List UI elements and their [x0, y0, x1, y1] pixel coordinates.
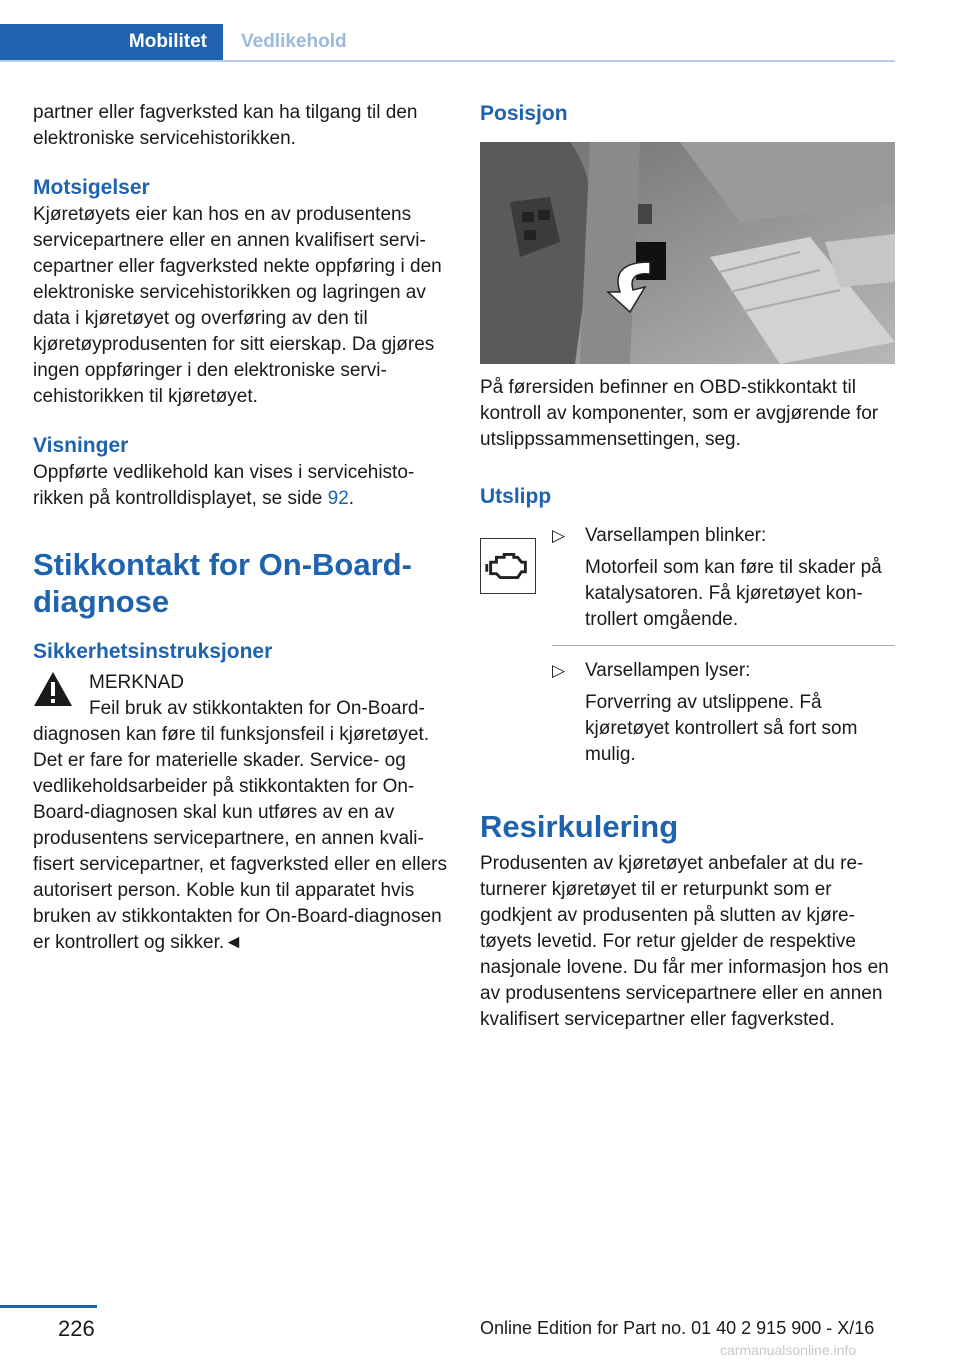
watermark: carmanualsonline.info [720, 1342, 857, 1358]
emission-item-steady [552, 658, 895, 768]
bullet-triangle-icon: ▷ [552, 661, 566, 680]
item-title: Varsellampen blinker: [585, 525, 767, 546]
header-divider [0, 60, 895, 62]
visninger-paragraph: Oppførte vedlikehold kan vises i servicehistorikken på kontrolldisplayet, se side 92. [33, 462, 415, 509]
emission-list [480, 511, 895, 768]
edition-text: Online Edition for Part no. 01 40 2 915 900 - X/16 [480, 1318, 875, 1338]
posisjon-paragraph: På førersiden befinner en OBD-stikkontakt til kontroll av komponenter, som er avgjørende for utslippssammensettingen, seg. [480, 377, 879, 450]
tab-vedlikehold[interactable]: Vedlikehold [241, 31, 347, 52]
footer-rule [0, 1305, 97, 1308]
heading-obd-socket: Stikkontakt for On-Board-diagnose [33, 547, 412, 619]
page-header [0, 24, 895, 62]
heading-safety: Sikkerhetsinstruksjoner [33, 640, 273, 663]
heading-visninger: Visninger [33, 434, 129, 457]
item-title: Varsellampen lyser: [585, 660, 751, 681]
emission-item-blinking [552, 523, 895, 633]
tab-mobilitet[interactable]: Mobilitet [0, 24, 223, 60]
left-column [33, 100, 448, 956]
heading-posisjon: Posisjon [480, 102, 568, 125]
heading-utslipp: Utslipp [480, 485, 552, 508]
item-detail: Forverring av utslippene. Få kjøretøyet kontrollert så fort som mulig. [585, 692, 858, 765]
heading-resirkulering: Resirkulering [480, 809, 679, 844]
intro-paragraph: partner eller fagverksted kan ha tilgang til den elektroniske servicehistorikken. [33, 102, 418, 149]
heading-motsigelser: Motsigelser [33, 176, 150, 199]
page-reference-link[interactable]: 92 [327, 488, 349, 509]
obd-socket-photo [480, 142, 895, 364]
notice-box [33, 670, 448, 956]
notice-label: MERKNAD [89, 672, 185, 693]
motsigelser-paragraph: Kjøretøyets eier kan hos en av produsentens servicepartnere eller en annen kvalifisert servicepartner eller fagverksted nekte oppføring i den elektroniske servicehistorikken og lagringen av data i kjøretøyet og overføring av den til kjøretøyprodusenten for sitt eierskap. Da gjøres ingen oppføringer i den elektroniske servicehistorikken til kjøretøyet. [33, 204, 442, 407]
notice-text: diagnosen kan føre til funksjonsfeil i kjøretøyet. Det er fare for materielle skader. Service- og vedlikeholdsarbeider på stikkontakten for On-Board-diagnosen skal kun utføres av en av produsentens servicepartnere, en annen kvalifisert servicepartner, et fagverksted eller en ellers autorisert person. Koble kun til apparatet hvis bruken av stikkontakten for On-Board-diagnosen er kontrollert og sikker.◄ [33, 724, 447, 953]
list-divider [552, 645, 895, 646]
bullet-triangle-icon: ▷ [552, 526, 566, 545]
warning-triangle-icon [33, 670, 73, 708]
resirkulering-paragraph: Produsenten av kjøretøyet anbefaler at du returnerer kjøretøyet til er returpunkt som er godkjent av produsenten på slutten av kjøretøyets levetid. For retur gjelder de respektive nasjonale lovene. Du får mer informasjon hos en av produsentens servicepartnere eller en annen kvalifisert servicepartner eller fagverksted. [480, 853, 889, 1030]
check-engine-icon [480, 538, 536, 594]
item-detail: Motorfeil som kan føre til skader på katalysatoren. Få kjøretøyet kontrollert omgående. [585, 557, 882, 630]
notice-text-first-line: Feil bruk av stikkontakten for On-Board- [89, 698, 425, 719]
right-column [480, 100, 895, 1033]
page-number: 226 [58, 1316, 95, 1341]
